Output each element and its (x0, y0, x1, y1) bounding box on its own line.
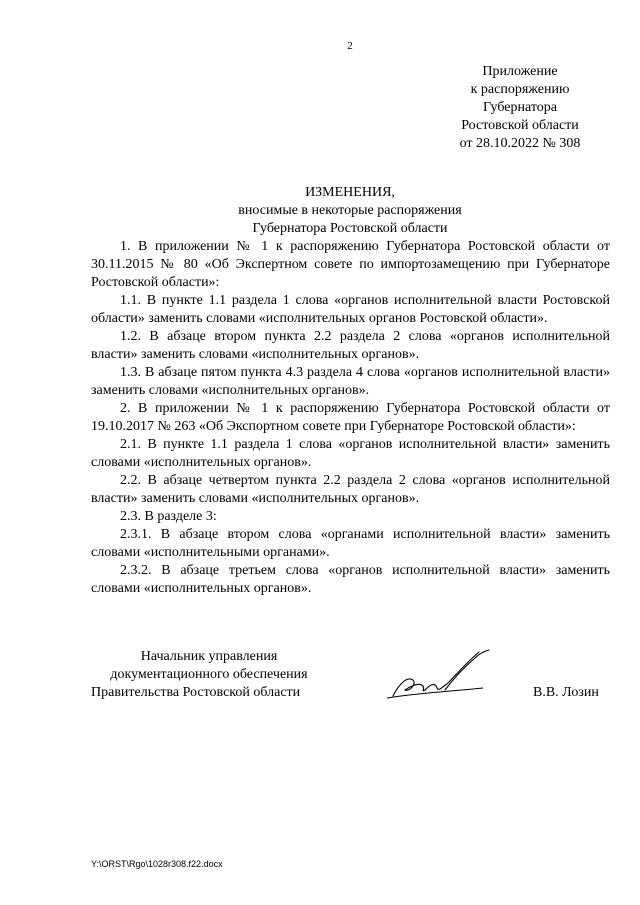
title-heading: ИЗМЕНЕНИЯ, (305, 185, 395, 200)
paragraph-2-2: 2.2. В абзаце четвертом пункта 2.2 раздела 2 слова «органов исполнительной власти» заменить словами «исполнительных органов». (91, 473, 610, 506)
document-body (91, 238, 610, 598)
file-path: Y:\ORST\Rgo\1028r308.f22.docx (91, 859, 223, 869)
paragraph-2-3-1: 2.3.1. В абзаце втором слова «органами исполнительной власти» заменить словами «исполнительными органами». (91, 527, 610, 560)
paragraph-2-3: 2.3. В разделе 3: (120, 509, 217, 524)
document-title (220, 184, 480, 238)
appendix-line-2: к распоряжению (470, 82, 570, 97)
appendix-line-3: Губернатора (482, 100, 558, 115)
signature-underline (387, 688, 483, 698)
paragraph-1-3: 1.3. В абзаце пятом пункта 4.3 раздела 4 слова «органов исполнительной власти» заменить словами «исполнительных органов». (91, 365, 610, 398)
paragraph-2-3-2: 2.3.2. В абзаце третьем слова «органов исполнительной власти» заменить словами «исполнительных органов». (91, 563, 610, 596)
page-number: 2 (347, 40, 353, 52)
position-line-2: документационного обеспечения (110, 667, 308, 682)
paragraph-2: 2. В приложении № 1 к распоряжению Губернатора Ростовской области от 19.10.2017 № 263 «Об Экспортном совете при Губернаторе Ростовской области»: (91, 401, 610, 434)
signatory-name: В.В. Лозин (533, 685, 599, 700)
title-subtitle-2: Губернатора Ростовской области (252, 221, 448, 236)
paragraph-2-1: 2.1. В пункте 1.1 раздела 1 слова «органов исполнительной власти» заменить словами «исполнительных органов». (91, 437, 610, 470)
appendix-line-5: от 28.10.2022 № 308 (459, 136, 581, 151)
position-line-1: Начальник управления (140, 649, 278, 664)
paragraph-1-1: 1.1. В пункте 1.1 раздела 1 слова «органов исполнительной власти Ростовской области» заменить словами «исполнительных органов Ростовской области». (91, 293, 610, 326)
handwritten-signature (385, 646, 495, 708)
appendix-line-4: Ростовской области (461, 118, 579, 133)
position-line-3: Правительства Ростовской области (91, 685, 301, 700)
signatory-position (91, 648, 351, 702)
paragraph-1-2: 1.2. В абзаце втором пункта 2.2 раздела 2 слова «органов исполнительной власти» заменить словами «исполнительных органов». (91, 329, 610, 362)
title-subtitle-1: вносимые в некоторые распоряжения (238, 203, 462, 218)
appendix-header (440, 63, 600, 153)
paragraph-1: 1. В приложении № 1 к распоряжению Губернатора Ростовской области от 30.11.2015 № 80 «Об Экспертном совете по импортозамещению при Губернаторе Ростовской области»: (91, 239, 610, 290)
appendix-line-1: Приложение (482, 64, 558, 79)
